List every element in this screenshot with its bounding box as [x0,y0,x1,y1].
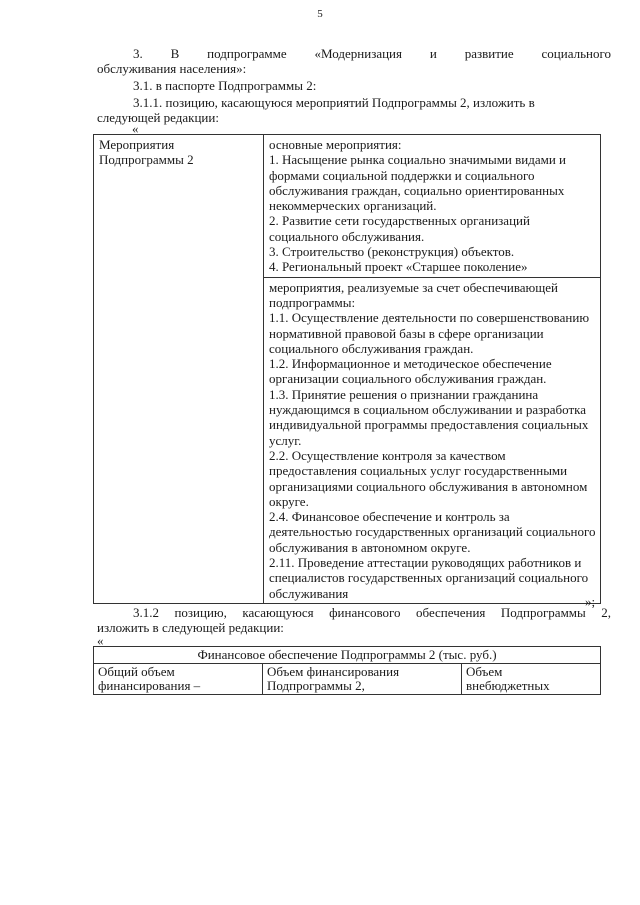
subprogram-volume-line: Подпрограммы 2, [267,678,365,693]
financing-table-header: Финансовое обеспечение Подпрограммы 2 (тыс. руб.) [94,647,601,664]
funded-activity-item: 2.2. Осуществление контроля за качеством предоставления социальных услуг государственными организациями социального обслуживания в автономном округе. [269,447,588,509]
item-3-1-1-line1: 3.1.1. позицию, касающуюся мероприятий Подпрограммы 2, изложить в [133,95,535,110]
extrabudgetary-cell [462,664,601,695]
open-quote-2: « [97,633,104,648]
item-3-word: социального [541,46,611,61]
main-activity-item: 1. Насыщение рынка социально значимыми видами и формами социальной поддержки и социального обслуживания граждан, социально ориентированных некоммерческих организаций. [269,152,567,214]
subprogram-volume-cell [263,664,462,695]
item-3-1-2-word: обеспечения [416,605,486,620]
item-3-word: подпрограмме [207,46,287,61]
extrabudgetary-line: внебюджетных [466,678,550,693]
item-3-1-2-first-line [97,605,611,620]
funded-activity-item: 1.3. Принятие решения о признании гражданина нуждающимся в социальном обслуживании и разработка индивидуальной программы предоставления социальных услуг. [269,386,589,448]
table-row [94,647,601,664]
item-3-word: «Модернизация [314,46,402,61]
item-3-1-2-word: Подпрограммы [500,605,586,620]
funded-activity-item: 2.11. Проведение аттестации руководящих работников и специалистов государственных организаций социального обслуживания [269,555,589,601]
item-3-paragraph [97,46,611,76]
item-3-word: 3. [133,46,143,61]
main-activities-title: основные мероприятия: [269,137,402,152]
item-3-word: развитие [464,46,514,61]
total-volume-line: Общий объем [98,664,175,679]
total-volume-line: финансирования – [98,678,201,693]
table-row [94,664,601,695]
activities-label-line: Подпрограммы 2 [99,152,194,168]
close-quote-1: »; [585,594,596,609]
total-volume-cell [94,664,263,695]
funded-activity-item: 1.1. Осуществление деятельности по совершенствованию нормативной правовой базы в сфере организации социального обслуживания граждан. [269,310,590,356]
item-3-1-2-word: финансового [329,605,401,620]
item-3-word: и [429,46,437,61]
item-3-1-2-word: касающуюся [242,605,314,620]
activities-label-line: Мероприятия [99,137,175,152]
main-activity-item: 2. Развитие сети государственных организаций социального обслуживания. [269,213,530,244]
funded-activity-item: 2.4. Финансовое обеспечение и контроль за деятельностью государственных организаций социального обслуживания в автономном округе. [269,509,596,555]
funded-activity-item: 1.2. Информационное и методическое обеспечение организации социального обслуживания граждан. [269,356,552,387]
item-3-first-line [97,46,611,61]
page-number: 5 [317,8,323,20]
main-activity-item: 4. Региональный проект «Старшее поколение» [269,259,528,275]
item-3-1-2-word: 2, [601,605,611,620]
activities-table [93,134,601,604]
item-3-1-2-paragraph [97,605,611,635]
activities-label-cell [94,135,264,604]
item-3-1-paragraph: 3.1. в паспорте Подпрограммы 2: [133,78,317,93]
funded-activities-cell [264,277,601,603]
item-3-1-2-word: 3.1.2 [133,605,159,620]
financing-table [93,646,601,695]
extrabudgetary-line: Объем [466,664,503,679]
main-activities-cell [264,135,601,278]
main-activity-item: 3. Строительство (реконструкция) объектов. [269,244,515,260]
item-3-word: В [170,46,180,61]
item-3-second-line: обслуживания населения»: [97,61,247,76]
item-3-1-2-second-line: изложить в следующей редакции: [97,620,284,635]
item-3-1-1-line2: следующей редакции: [97,110,219,125]
funded-activities-title: мероприятия, реализуемые за счет обеспечивающей подпрограммы: [269,279,559,310]
open-quote-1: « [132,121,139,136]
subprogram-volume-line: Объем финансирования [267,664,400,679]
table-row [94,135,601,278]
item-3-1-2-word: позицию, [174,605,227,620]
item-3-1-1-paragraph [97,95,611,125]
